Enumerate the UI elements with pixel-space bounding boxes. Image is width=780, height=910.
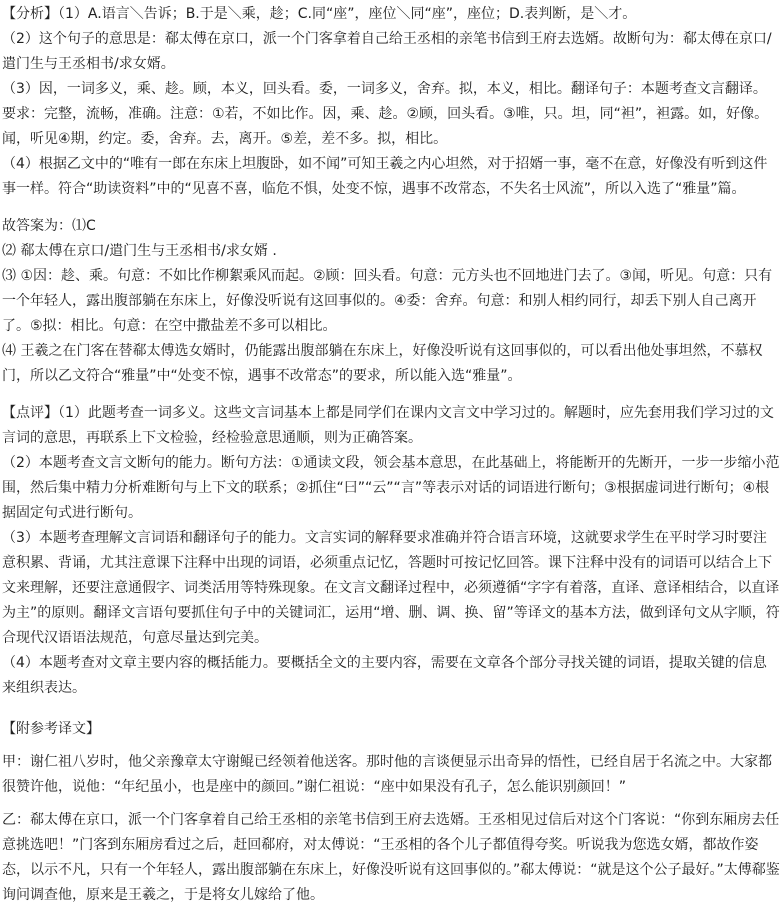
comment-paragraph-4: （4）本题考查对文章主要内容的概括能力。要概括全文的主要内容，需要在文章各个部分寻找关键的词语，提取关键的信息来组织表达。: [2, 655, 767, 696]
translation-paragraph-yi: 乙：郗太傅在京口，派一个门客拿着自己给王丞相的亲笔书信到王府去选婿。王丞相见过信后对这个门客说：“你到东厢房去任意挑选吧！”门客到东厢房看过之后，赶回郗府，对太傅说：“王丞相的各个儿子都值得夸奖。听说我为您选女婿，都故作姿态，以示不凡，只有一个年轻人，露出腹部躺在东床上，好像没听说有这回事似的。”郗太傅说：“就是这个公子最好。”太傅郗鉴询问调查他，原来是王羲之，于是将女儿嫁给了他。: [2, 812, 780, 903]
analysis-section: [0, 2, 780, 202]
comment-paragraph-3: （3）本题考查理解文言词语和翻译句子的能力。文言实词的解释要求准确并符合语言环境，这就要求学生在平时学习时要注意积累、背诵，尤其注意课下注释中出现的词语，必须重点记忆，答题时可按记忆回答。课下注释中没有的词语可以结合上下文来理解，还要注意通假字、词类活用等特殊现象。在文言文翻译过程中，必须遵循“字字有着落，直译、意译相结合，以直译为主”的原则。翻译文言语句要抓住句子中的关键词汇，运用“增、删、调、换、留”等译文的基本方法，做到译句文从字顺，符合现代汉语语法规范，句意尽量达到完美。: [2, 530, 780, 646]
analysis-header-paragraph: 【分析】（1）A.语言＼告诉；B.于是＼乘，趁；C.同“座”，座位＼同“座”，座位；D.表判断，是＼才。: [2, 6, 637, 22]
analysis-paragraph-2: （2）这个句子的意思是：郗太傅在京口，派一个门客拿着自己给王丞相的亲笔书信到王府去选婿。故断句为：郗太傅在京口/遣门生与王丞相书/求女婿。: [2, 31, 772, 72]
comment-paragraph-1: 【点评】（1）此题考查一词多义。这些文言词基本上都是同学们在课内文言文中学习过的。解题时，应先套用我们学习过的文言词的意思，再联系上下文检验，经检验意思通顺，则为正确答案。: [2, 405, 774, 446]
translation-heading: 【附参考译文】: [2, 721, 100, 737]
analysis-paragraph-3: （3）因，一词多义，乘、趁。顾，本义，回头看。委，一词多义，舍弃。拟，本义，相比。翻译句子：本题考查文言翻译。要求：完整，流畅，准确。注意：①若，不如比作。因，乘、趁。②顾，回头看。③唯，只。坦，同“袒”，袒露。如，好像。闻，听见④期，约定。委，舍弃。去，离开。⑤差，差不多。拟，相比。: [2, 81, 769, 147]
spacer: [0, 800, 780, 808]
spacer: [0, 701, 780, 717]
answer-item-4: ⑷ 王羲之在门客在替郗太傅选女婿时，仍能露出腹部躺在东床上，好像没听说有这回事似的，可以看出他处事坦然，不慕权门，所以乙文符合“雅量”中“处变不惊，遇事不改常态”的要求，所以能入选“雅量”。: [2, 343, 763, 384]
translation-section: [0, 717, 780, 908]
answer-item-2: ⑵ 郗太傅在京口/遣门生与王丞相书/求女婿 .: [2, 243, 277, 259]
spacer: [0, 742, 780, 750]
comment-paragraph-2: （2）本题考查文言文断句的能力。断句方法：①通读文段，领会基本意思，在此基础上，将能断开的先断开，一步一步缩小范围，然后集中精力分析难断句与上下文的联系；②抓住“曰”“云”“言”等表示对话的词语进行断句；③根据虚词进行断句；④根据固定句式进行断句。: [2, 455, 780, 521]
translation-paragraph-jia: 甲：谢仁祖八岁时，他父亲豫章太守谢鲲已经领着他送客。那时他的言谈便显示出奇异的悟性，已经自居于名流之中。大家都很赞许他，说他：“年纪虽小，也是座中的颜回。”谢仁祖说：“座中如果没有孔子，怎么能识别颜回！”: [2, 754, 772, 795]
spacer: [0, 389, 780, 401]
analysis-paragraph-4: （4）根据乙文中的“唯有一郎在东床上坦腹卧，如不闻”可知王羲之内心坦然，对于招婿一事，毫不在意，好像没有听到这件事一样。符合“助读资料”中的“见喜不喜，临危不惧，处变不惊，遇事不改常态，不失名士风流”，所以入选了“雅量”篇。: [2, 156, 768, 197]
comments-section: [0, 401, 780, 701]
answer-section: [0, 214, 780, 389]
answer-item-3: ⑶ ①因：趁、乘。句意：不如比作柳絮乘风而起。②顾：回头看。句意：元方头也不回地进门去了。③闻，听见。句意：只有一个年轻人，露出腹部躺在东床上，好像没听说有这回事似的。④委：舍弃。句意：和别人相约同行，却丢下别人自己离开了。⑤拟：相比。句意：在空中撒盐差不多可以相比。: [2, 268, 773, 334]
spacer: [0, 202, 780, 214]
answer-label: 故答案为：⑴C: [2, 218, 96, 234]
